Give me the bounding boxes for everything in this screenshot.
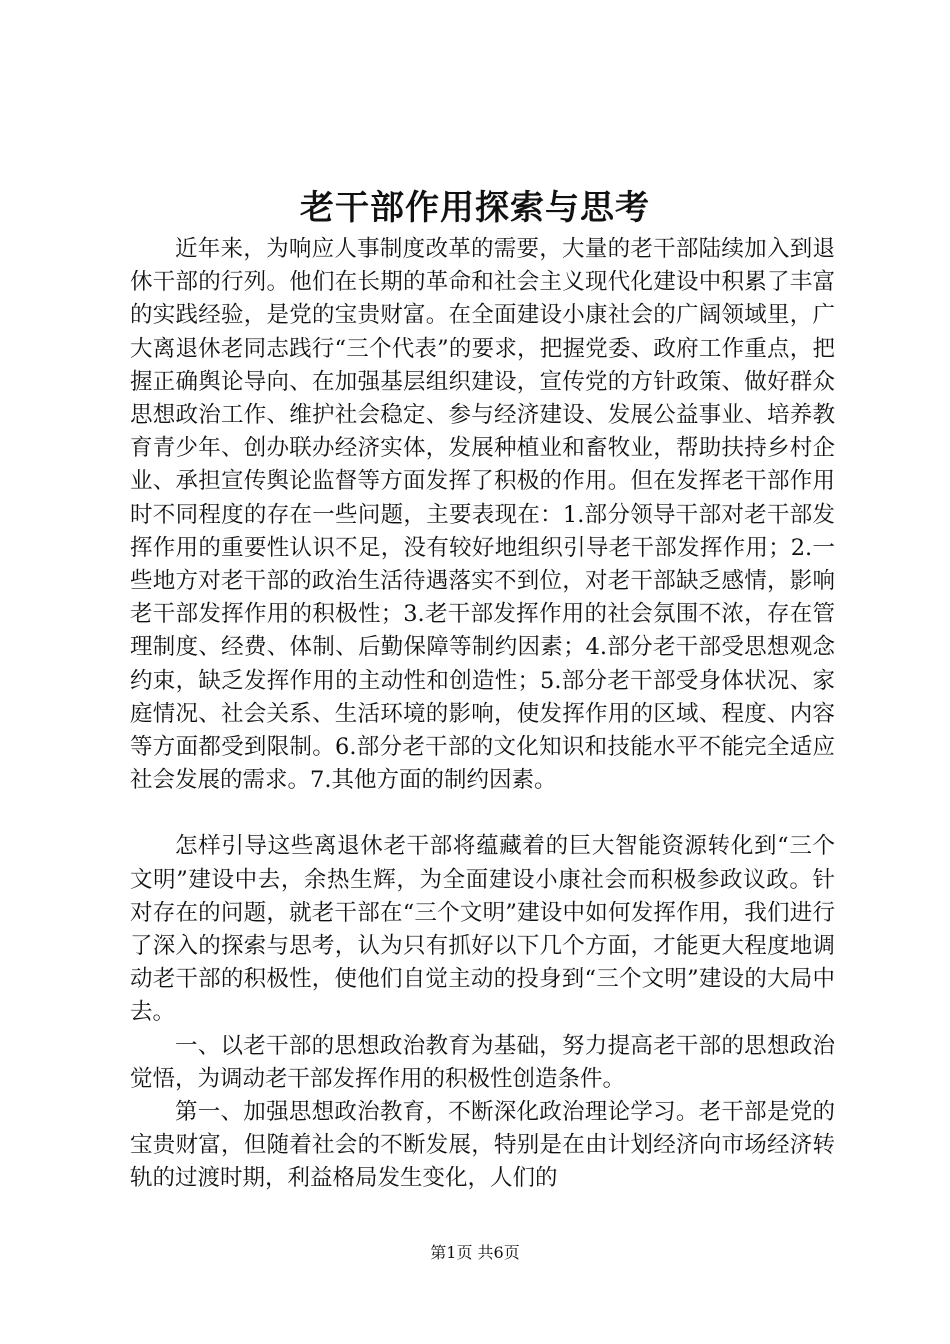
paragraph-intro: 近年来，为响应人事制度改革的需要，大量的老干部陆续加入到退休干部的行列。他们在长期的革命和社会主义现代化建设中积累了丰富的实践经验，是党的宝贵财富。在全面建设小康社会的广阔领域里，广大离退休老同志践行“三个代表”的要求，把握党委、政府工作重点，把握正确舆论导向、在加强基层组织建设，宣传党的方针政策、做好群众思想政治工作、维护社会稳定、参与经济建设、发展公益事业、培养教育青少年、创办联办经济实体，发展种植业和畜牧业，帮助扶持乡村企业、承担宣传舆论监督等方面发挥了积极的作用。但在发挥老干部作用时不同程度的存在一些问题，主要表现在：1.部分领导干部对老干部发挥作用的重要性认识不足，没有较好地组织引导老干部发挥作用；2.一些地方对老干部的政治生活待遇落实不到位，对老干部缺乏感情，影响老干部发挥作用的积极性；3.老干部发挥作用的社会氛围不浓，存在管理制度、经费、体制、后勤保障等制约因素；4.部分老干部受思想观念约束，缺乏发挥作用的主动性和创造性；5.部分老干部受身体状况、家庭情况、社会关系、生活环境的影响，使发挥作用的区域、程度、内容等方面都受到限制。6.部分老干部的文化知识和技能水平不能完全适应社会发展的需求。7.其他方面的制约因素。 (130, 236, 835, 794)
paragraph-guidance: 怎样引导这些离退休老干部将蕴藏着的巨大智能资源转化到“三个文明”建设中去，余热生辉，为全面建设小康社会而积极参政议政。针对存在的问题，就老干部在“三个文明”建设中如何发挥作用，我们进行了深入的探索与思考，认为只有抓好以下几个方面，才能更大程度地调动老干部的积极性，使他们自觉主动的投身到“三个文明”建设的大局中去。 (130, 833, 835, 1026)
paragraph-section-one: 一、以老干部的思想政治教育为基础，努力提高老干部的思想政治觉悟，为调动老干部发挥作用的积极性创造条件。 (130, 1032, 835, 1092)
document-body (130, 233, 835, 1196)
paragraph-first-point: 第一、加强思想政治教育，不断深化政治理论学习。老干部是党的宝贵财富，但随着社会的不断发展，特别是在由计划经济向市场经济转轨的过渡时期，利益格局发生变化，人们的 (130, 1099, 835, 1192)
paragraph-spacer (130, 797, 835, 830)
page-number: 第1页 共6页 (430, 1243, 520, 1262)
document-title: 老干部作用探索与思考 (300, 188, 650, 228)
